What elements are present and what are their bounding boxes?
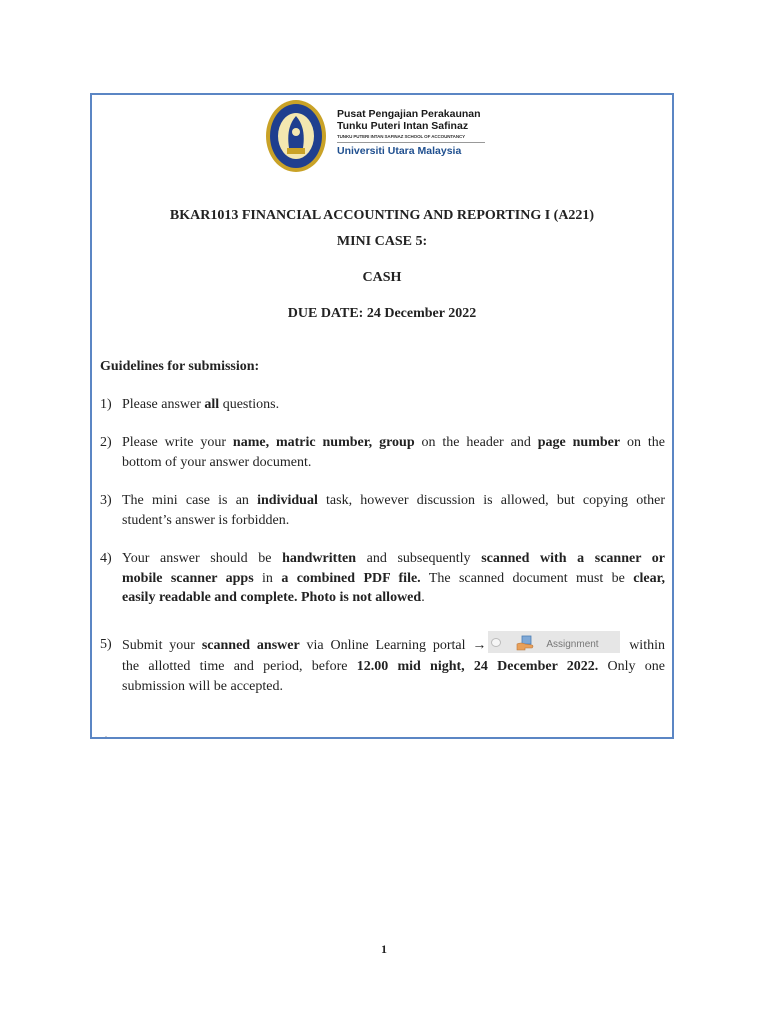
item-text: [122, 395, 665, 415]
radio-dot-icon: [491, 638, 501, 647]
case-topic: CASH: [362, 270, 402, 285]
logo-divider: [337, 142, 485, 143]
mini-case-label: MINI CASE 5:: [336, 234, 428, 249]
assignment-hand-icon: [516, 635, 536, 651]
guidelines-heading: Guidelines for submission:: [100, 359, 260, 374]
logo-line-1: Pusat Pengajian Perakaunan: [337, 108, 481, 120]
text-run: the allotted time and period, before: [122, 659, 357, 674]
item-line: [122, 657, 665, 677]
item-number: 4): [100, 551, 112, 566]
guideline-item-2: [100, 433, 665, 472]
text-run: via Online Learning portal →: [299, 638, 487, 654]
text-run: Only one: [598, 659, 665, 674]
item-line: student’s answer is forbidden.: [122, 512, 290, 528]
item-line: [122, 491, 665, 511]
text-run: and subsequently: [355, 551, 482, 566]
school-logo: [265, 98, 495, 174]
text-run: Please write your: [122, 435, 233, 450]
bold-run: all: [204, 397, 220, 412]
item-number: 3): [100, 493, 112, 508]
bold-run: handwritten: [282, 551, 356, 566]
text-run: within: [622, 638, 665, 654]
logo-line-2: Tunku Puteri Intan Safinaz: [337, 120, 469, 132]
logo-wordmark: [337, 108, 485, 158]
text-run: in: [253, 570, 282, 586]
guideline-item-1: [100, 395, 665, 415]
due-date: DUE DATE: 24 December 2022: [287, 306, 477, 321]
item-line: submission will be accepted.: [122, 678, 283, 694]
text-run: task, however discussion is allowed, but copying other: [317, 493, 665, 508]
item-number: 5): [100, 637, 112, 652]
logo-line-3: TUNKU PUTERI INTAN SAFINAZ SCHOOL OF ACCOUNTANCY: [337, 134, 466, 139]
guideline-item-3: [100, 491, 665, 530]
bold-run: scanned with a scanner or: [481, 551, 665, 566]
bold-run: 12.00 mid night, 24 December 2022.: [356, 659, 599, 674]
item-line: [122, 635, 665, 657]
stray-mark: .: [105, 730, 107, 739]
text-run: Please answer: [122, 397, 205, 412]
item-line: [122, 588, 665, 608]
text-run: questions.: [219, 397, 280, 412]
bold-run: a combined PDF file.: [281, 570, 421, 586]
course-title: BKAR1013 FINANCIAL ACCOUNTING AND REPORTING I (A221): [169, 208, 595, 223]
item-line: bottom of your answer document.: [122, 454, 312, 470]
bold-run: clear,: [633, 570, 666, 586]
item-line: [122, 433, 665, 453]
page-number: 1: [381, 942, 387, 956]
item-text: [122, 491, 665, 530]
item-line: [122, 569, 665, 589]
text-run: on the: [620, 435, 665, 450]
item-text: [122, 635, 665, 696]
item-number: 1): [100, 397, 112, 412]
bold-run: page number: [537, 435, 621, 450]
text-run: The mini case is an: [122, 493, 258, 508]
assignment-label: Assignment: [546, 639, 599, 650]
item-text: [122, 433, 665, 472]
text-run: Your answer should be: [122, 551, 283, 566]
text-run: on the header and: [414, 435, 538, 450]
bold-run: mobile scanner apps: [122, 570, 254, 586]
item-line: [122, 549, 665, 569]
guideline-item-5: [100, 635, 665, 696]
guideline-item-4: [100, 549, 665, 608]
bold-run: name, matric number, group: [232, 435, 415, 450]
bold-run: easily readable and complete. Photo is not allowed: [122, 590, 422, 605]
logo-line-4: Universiti Utara Malaysia: [337, 145, 462, 157]
assignment-button-image: [488, 631, 620, 653]
bold-run: scanned answer: [201, 638, 300, 654]
text-run: Submit your: [122, 638, 202, 654]
item-text: [122, 549, 665, 608]
text-run: .: [421, 590, 425, 605]
item-number: 2): [100, 435, 112, 450]
university-seal-icon: [265, 98, 331, 174]
bold-run: individual: [257, 493, 318, 508]
text-run: The scanned document must be: [420, 570, 634, 586]
